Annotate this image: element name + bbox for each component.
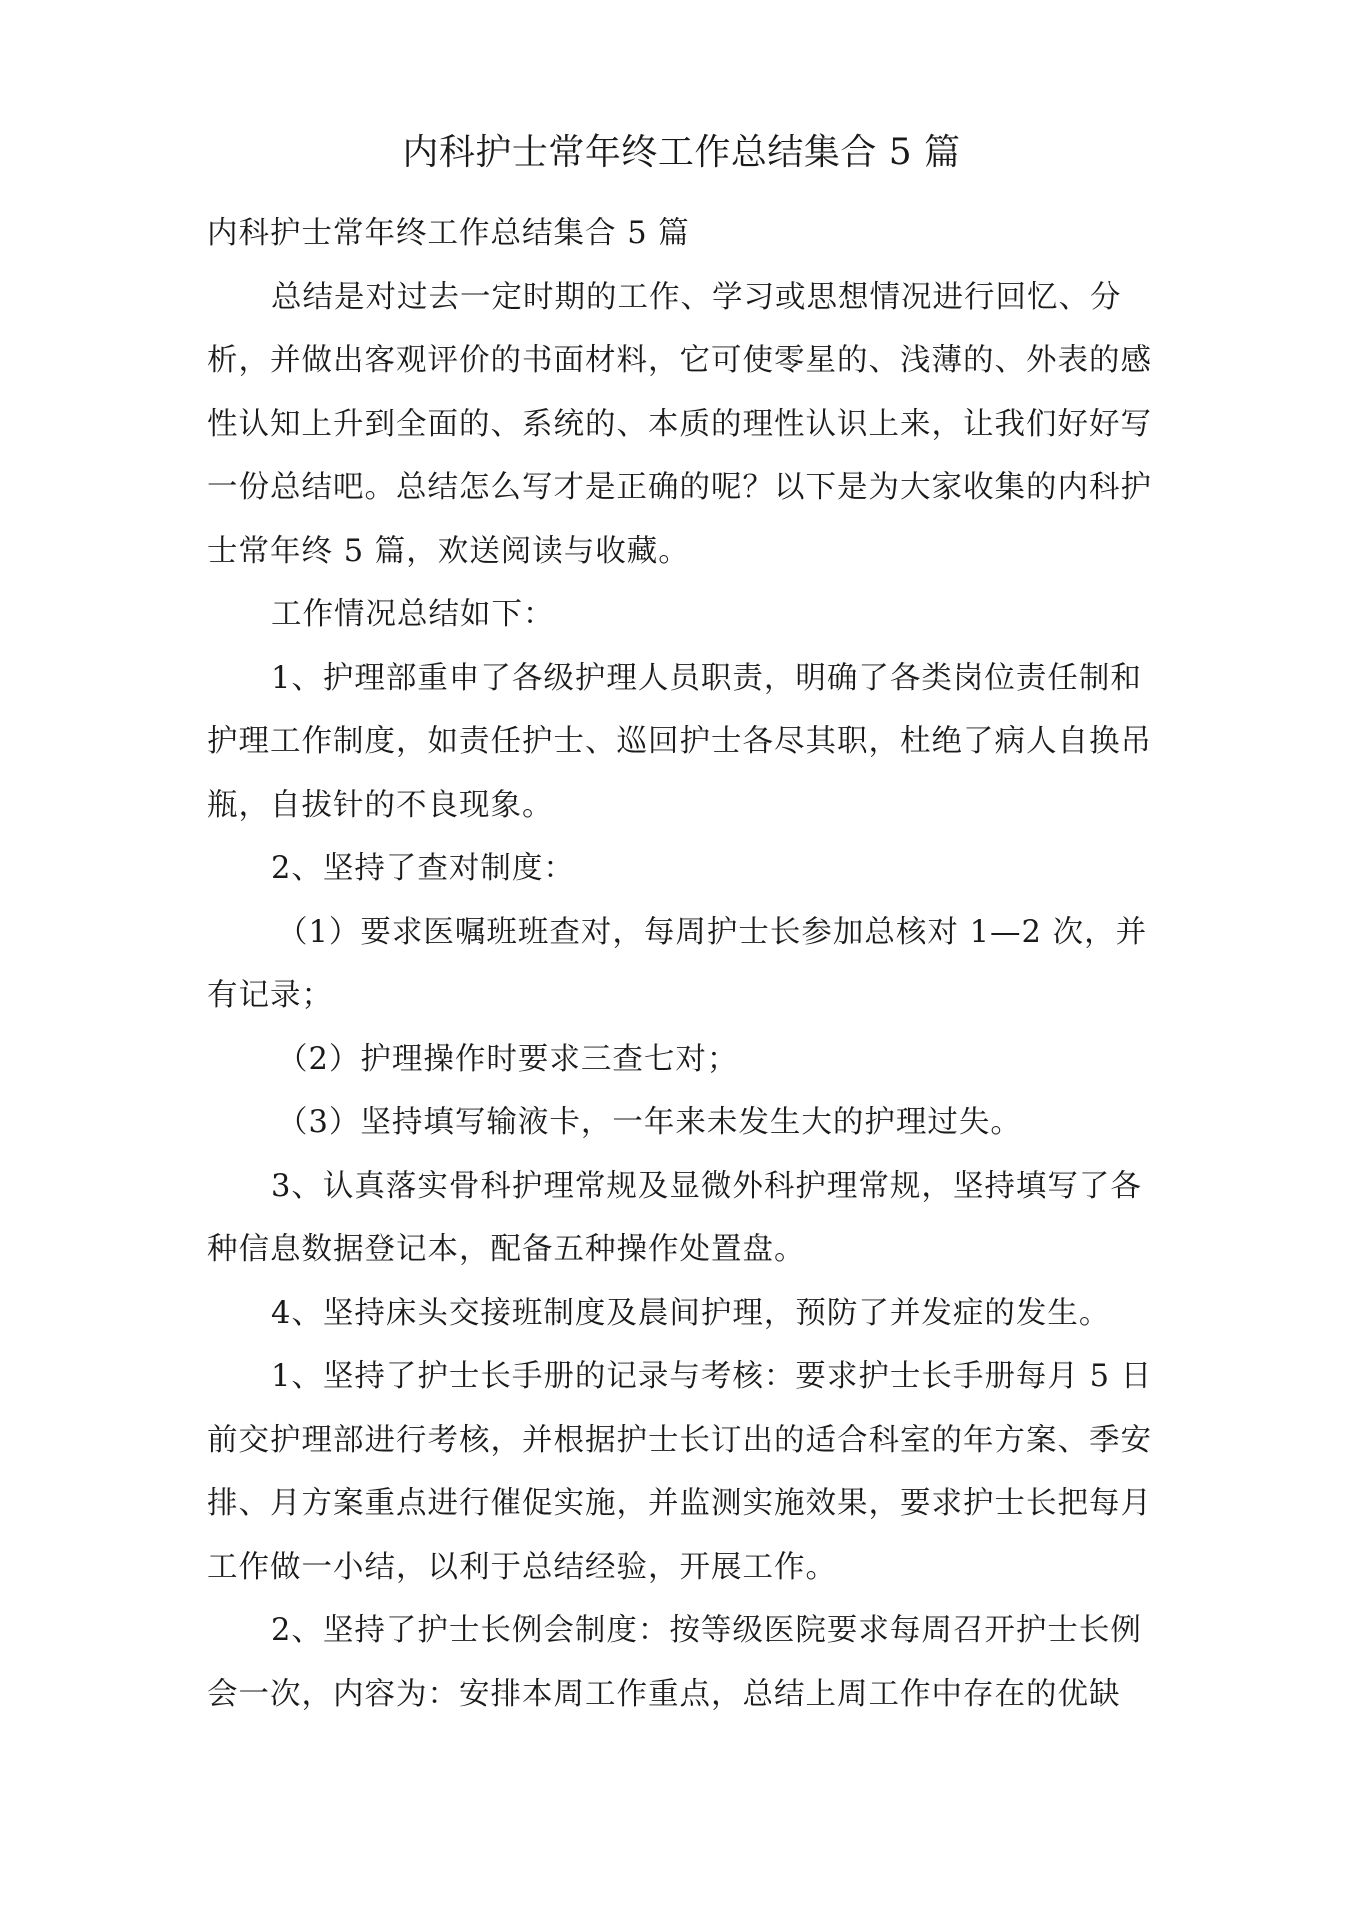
sub-item-2-paragraph: （2）护理操作时要求三查七对；: [277, 1041, 739, 1077]
item-2-paragraph: 2、坚持了查对制度：: [271, 851, 575, 886]
document-title: 内科护士常年终工作总结集合 5 篇: [402, 132, 961, 173]
section2-item-2-paragraph: 2、坚持了护士长例会制度：按等级医院要求每周召开护士长例会一次，内容为：安排本周工作重点，总结上周工作中存在的优缺: [207, 1613, 1142, 1712]
item-3-paragraph: 3、认真落实骨科护理常规及显微外科护理常规，坚持填写了各种信息数据登记本，配备五种操作处置盘。: [207, 1168, 1142, 1267]
item-4-paragraph: 4、坚持床头交接班制度及晨间护理，预防了并发症的发生。: [271, 1295, 1111, 1331]
subtitle-paragraph: 内科护士常年终工作总结集合 5 篇: [207, 216, 690, 251]
sub-item-3-paragraph: （3）坚持填写输液卡，一年来未发生大的护理过失。: [277, 1105, 1022, 1140]
item-1-paragraph: 1、护理部重申了各级护理人员职责，明确了各类岗位责任制和护理工作制度，如责任护士、巡回护士各尽其职，杜绝了病人自换吊瓶，自拔针的不良现象。: [207, 660, 1152, 823]
intro-paragraph: 总结是对过去一定时期的工作、学习或思想情况进行回忆、分析，并做出客观评价的书面材料，它可使零星的、浅薄的、外表的感性认知上升到全面的、系统的、本质的理性认识上来，让我们好好写一份总结吧。总结怎么写才是正确的呢？以下是为大家收集的内科护士常年终 5 篇，欢送阅读与收藏。: [207, 279, 1152, 569]
summary-heading-paragraph: 工作情况总结如下：: [271, 597, 555, 632]
document-body: [207, 202, 1167, 1726]
section2-item-1-paragraph: 1、坚持了护士长手册的记录与考核：要求护士长手册每月 5 日前交护理部进行考核，并根据护士长订出的适合科室的年方案、季安排、月方案重点进行催促实施，并监测实施效果，要求护士长把每月工作做一小结，以利于总结经验，开展工作。: [207, 1359, 1153, 1585]
sub-item-1-paragraph: （1）要求医嘱班班查对，每周护士长参加总核对 1—2 次，并有记录；: [207, 914, 1148, 1013]
